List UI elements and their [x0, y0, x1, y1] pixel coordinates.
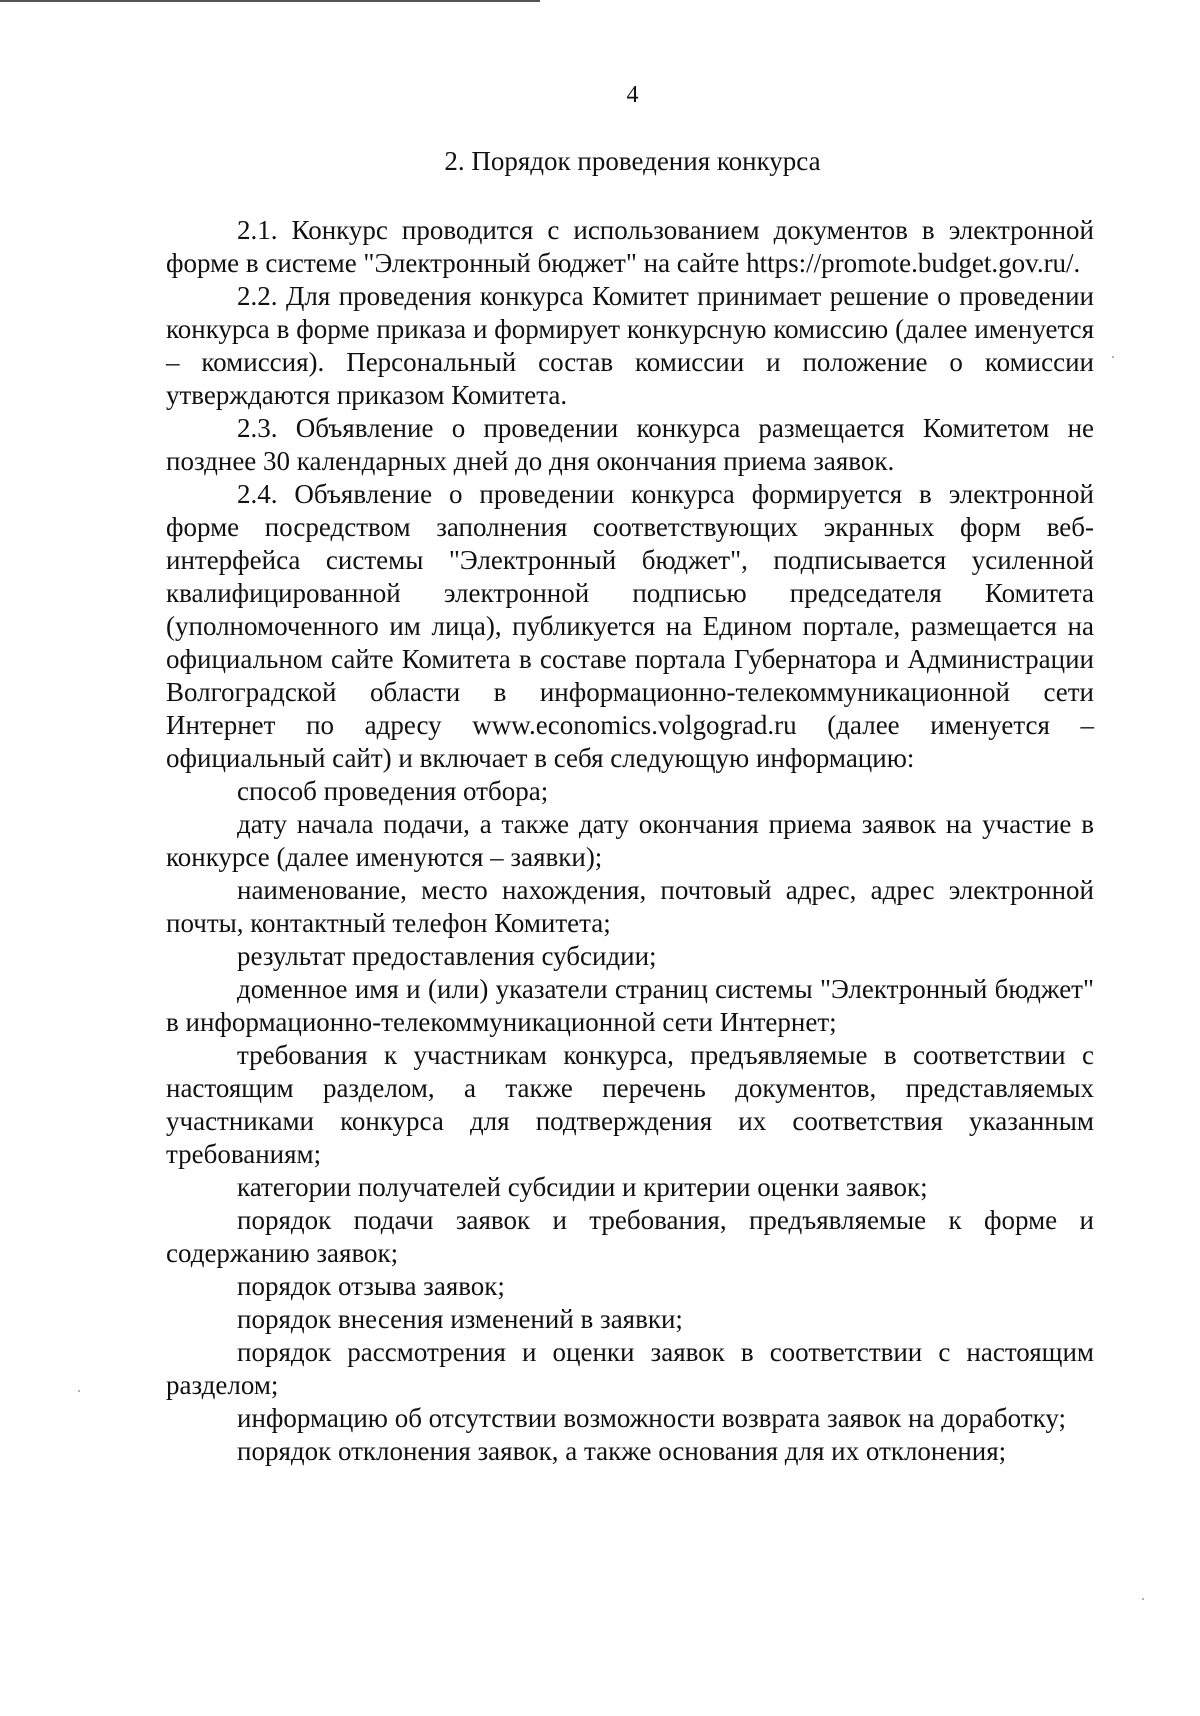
list-item-contacts: наименование, место нахождения, почтовый адрес, адрес электронной почты, контактный телефон Комитета;	[166, 875, 1094, 938]
list-item-dates: дату начала подачи, а также дату окончания приема заявок на участие в конкурсе (далее именуются – заявки);	[166, 809, 1094, 872]
paragraph-2-3: 2.3. Объявление о проведении конкурса размещается Комитетом не позднее 30 календарных дней до дня окончания приема заявок.	[166, 413, 1094, 476]
paragraph-2-4: 2.4. Объявление о проведении конкурса формируется в электронной форме посредством заполнения соответствующих экранных форм веб-интерфейса системы "Электронный бюджет", подписывается усиленной квалифицированной электронной подписью председателя Комитета (уполномоченного им лица), публикуется на Едином портале, размещается на официальном сайте Комитета в составе портала Губернатора и Администрации Волгоградской области в информационно-телекоммуникационной сети Интернет по адресу www.economics.volgograd.ru (далее именуется – официальный сайт) и включает в себя следующую информацию:	[166, 479, 1094, 773]
list-item-submission-order: порядок подачи заявок и требования, предъявляемые к форме и содержанию заявок;	[166, 1205, 1094, 1268]
section-title: 2. Порядок проведения конкурса	[444, 146, 821, 176]
list-item-participant-requirements: требования к участникам конкурса, предъявляемые в соответствии с настоящим разделом, а также перечень документов, представляемых участниками конкурса для подтверждения их соответствия указанным требованиям;	[166, 1040, 1094, 1169]
list-item-selection-method: способ проведения отбора;	[237, 776, 549, 806]
list-item-no-return: информацию об отсутствии возможности возврата заявок на доработку;	[237, 1403, 1066, 1433]
document-body	[166, 214, 1094, 1468]
paragraph-2-2: 2.2. Для проведения конкурса Комитет принимает решение о проведении конкурса в форме приказа и формирует конкурсную комиссию (далее именуется – комиссия). Персональный состав комиссии и положение о комиссии утверждаются приказом Комитета.	[166, 281, 1094, 410]
list-item-changes-order: порядок внесения изменений в заявки;	[237, 1304, 683, 1334]
list-item-subsidy-result: результат предоставления субсидии;	[237, 941, 657, 971]
list-item-categories-criteria: категории получателей субсидии и критерии оценки заявок;	[237, 1172, 928, 1202]
scan-speck	[1142, 1598, 1144, 1600]
paragraph-2-1: 2.1. Конкурс проводится с использованием документов в электронной форме в системе "Электронный бюджет" на сайте https://promote.budget.gov.ru/.	[166, 215, 1094, 278]
page-number: 4	[626, 82, 639, 108]
list-item-review-order: порядок рассмотрения и оценки заявок в соответствии с настоящим разделом;	[166, 1337, 1094, 1400]
scan-edge-line	[0, 0, 540, 2]
scan-speck	[1112, 356, 1114, 358]
list-item-rejection-order: порядок отклонения заявок, а также основания для их отклонения;	[237, 1436, 1007, 1466]
list-item-domain-name: доменное имя и (или) указатели страниц системы "Электронный бюджет" в информационно-телекоммуникационной сети Интернет;	[166, 974, 1094, 1037]
list-item-withdrawal-order: порядок отзыва заявок;	[237, 1271, 505, 1301]
scan-speck	[78, 1390, 80, 1392]
